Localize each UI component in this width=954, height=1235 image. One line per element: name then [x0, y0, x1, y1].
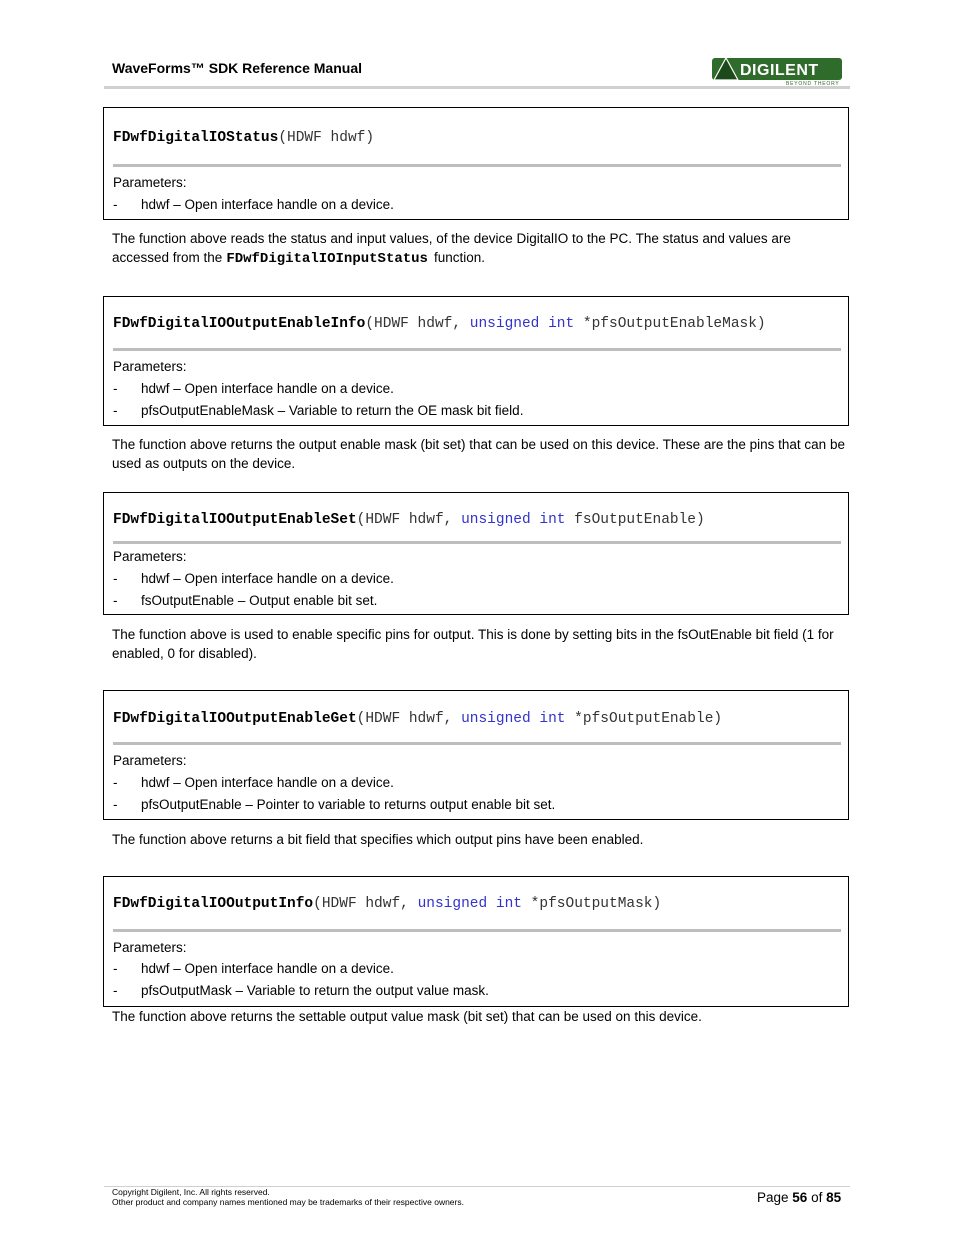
- params-label: Parameters:: [113, 359, 187, 374]
- function-description: The function above is used to enable specific pins for output. This is done by setting bits in the fsOutEnable bit field (1 for enabled, 0 for disabled).: [112, 627, 834, 661]
- signature-divider: [113, 742, 841, 745]
- type-keyword: unsigned int: [461, 711, 566, 727]
- function-signature: FDwfDigitalIOOutputInfo(HDWF hdwf, unsigned int *pfsOutputMask): [113, 896, 662, 912]
- param-item: - hdwf – Open interface handle on a device.: [113, 961, 394, 976]
- params-label: Parameters:: [113, 940, 187, 955]
- function-name: FDwfDigitalIOOutputEnableGet: [113, 711, 357, 727]
- function-signature: FDwfDigitalIOOutputEnableSet(HDWF hdwf, unsigned int fsOutputEnable): [113, 512, 705, 528]
- function-name: FDwfDigitalIOOutputEnableSet: [113, 512, 357, 528]
- function-signature: FDwfDigitalIOOutputEnableInfo(HDWF hdwf, unsigned int *pfsOutputEnableMask): [113, 316, 766, 332]
- function-name: FDwfDigitalIOStatus: [113, 130, 279, 146]
- type-keyword: unsigned int: [417, 896, 522, 912]
- param-item: - hdwf – Open interface handle on a device.: [113, 775, 394, 790]
- function-signature: FDwfDigitalIOOutputEnableGet(HDWF hdwf, unsigned int *pfsOutputEnable): [113, 711, 723, 727]
- signature-divider: [113, 348, 841, 351]
- logo-tagline: BEYOND THEORY: [786, 81, 840, 86]
- param-item: - fsOutputEnable – Output enable bit set.: [113, 593, 378, 608]
- type-keyword: unsigned int: [469, 316, 575, 332]
- function-args: (HDWF hdwf): [278, 130, 375, 146]
- function-signature: [113, 130, 374, 146]
- signature-divider: [113, 541, 841, 544]
- params-label: Parameters:: [113, 753, 187, 768]
- function-block-status: [103, 107, 849, 220]
- function-description: The function above reads the status and input values, of the device DigitalIO to the PC. The status and values are accessed from the FDwfDigitalIOInputStatus function.: [112, 231, 791, 267]
- signature-divider: [113, 929, 841, 932]
- param-item: - pfsOutputEnableMask – Variable to return the OE mask bit field.: [113, 403, 524, 418]
- footer-copyright: Copyright Digilent, Inc. All rights reserved. Other product and company names mentioned may be trademarks of their respective owners.: [112, 1187, 464, 1207]
- param-item: - pfsOutputEnable – Pointer to variable to returns output enable bit set.: [113, 797, 556, 812]
- function-block-output-enable-set: [103, 492, 849, 615]
- param-item: - pfsOutputMask – Variable to return the output value mask.: [113, 983, 489, 998]
- param-item: - hdwf – Open interface handle on a device.: [113, 571, 394, 586]
- inline-code: FDwfDigitalIOInputStatus: [226, 251, 428, 267]
- function-description: The function above returns a bit field that specifies which output pins have been enabled.: [112, 832, 644, 847]
- type-keyword: unsigned int: [461, 512, 566, 528]
- header-divider: [104, 86, 850, 89]
- function-block-output-info: [103, 876, 849, 1007]
- function-description: The function above returns the settable output value mask (bit set) that can be used on this device.: [112, 1009, 702, 1024]
- logo-wordmark: DIGILENT: [740, 62, 819, 79]
- signature-divider: [113, 164, 841, 167]
- function-name: FDwfDigitalIOOutputInfo: [113, 896, 314, 912]
- manual-title: WaveForms™ SDK Reference Manual: [112, 60, 362, 76]
- param-item: - hdwf – Open interface handle on a device.: [113, 381, 394, 396]
- params-label: Parameters:: [113, 549, 187, 564]
- param-item: - hdwf – Open interface handle on a device.: [113, 197, 394, 212]
- digilent-logo: [712, 56, 842, 86]
- function-block-output-enable-get: [103, 690, 849, 820]
- page-number: Page 56 of 85: [757, 1190, 842, 1205]
- function-block-output-enable-info: [103, 296, 849, 426]
- function-name: FDwfDigitalIOOutputEnableInfo: [113, 316, 366, 332]
- params-label: Parameters:: [113, 175, 187, 190]
- function-description: The function above returns the output enable mask (bit set) that can be used on this device. These are the pins that can be used as outputs on the device.: [112, 437, 845, 471]
